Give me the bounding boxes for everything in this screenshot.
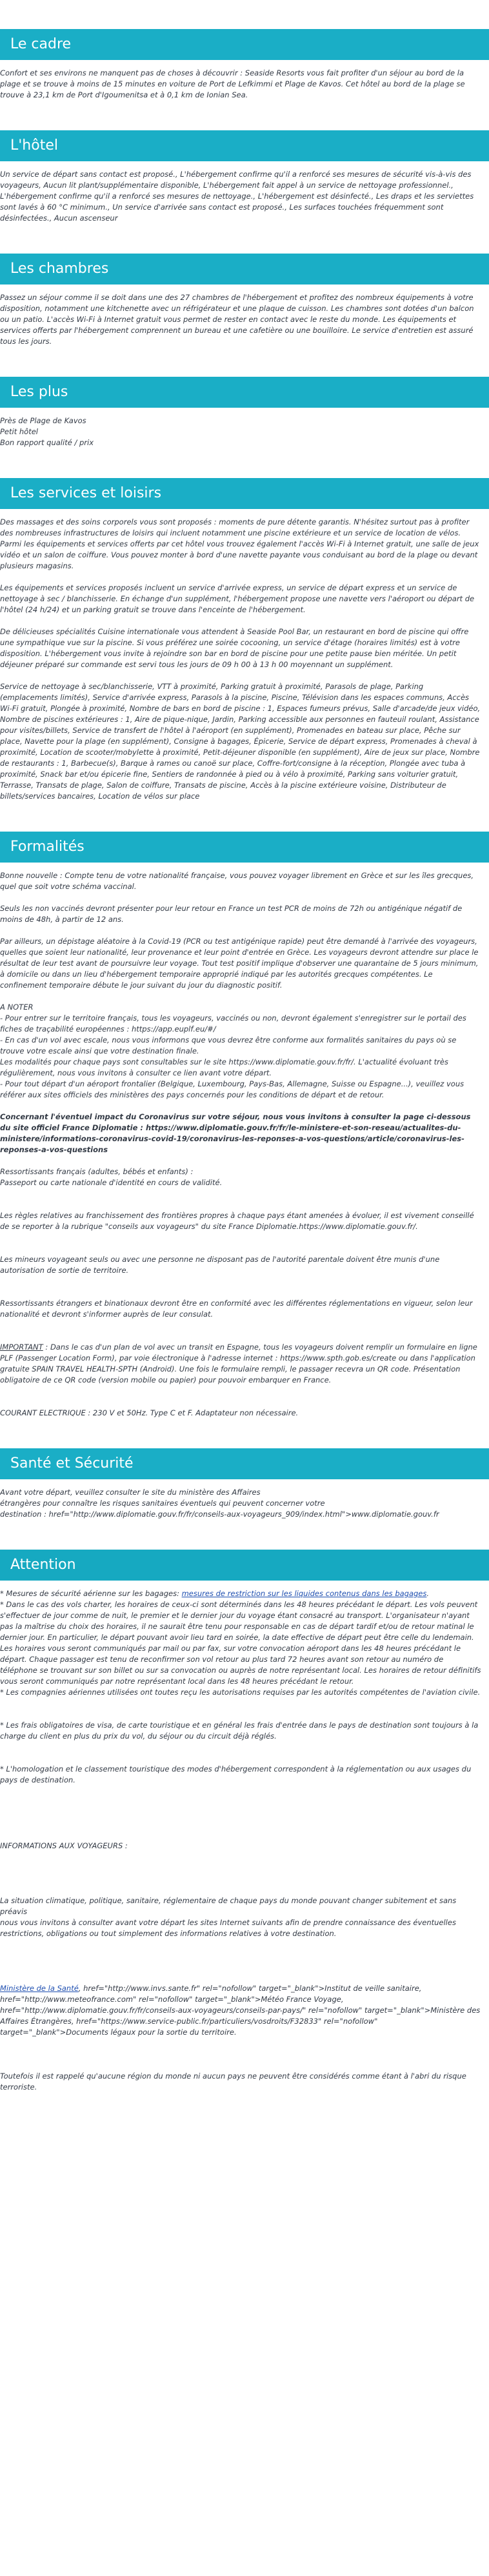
section-hotel [0, 130, 489, 224]
anoter-block [0, 1002, 481, 1101]
hotel-text: Un service de départ sans contact est proposé., L'hébergement confirme qu'il a renforcé ses mesures de sécurité vis-à-vis des voyageurs, Aucun lit plant/supplémentaire disponible, L'hébergement fait appel à un service de nettoyage professionnel., L'hébergement confirme qu'il a renforcé ses mesures de nettoyage., L'hébergement est désinfecté., Les draps et les serviettes sont lavés à 60 °C minimum., Un service d'arrivée sans contact est proposé., Les surfaces touchées fréquemment sont désinfectées., Aucun ascenseur [0, 170, 474, 223]
situation-text: La situation climatique, politique, sanitaire, réglementaire de chaque pays du monde pouvant changer subitement et sans préavis [0, 1896, 457, 1916]
sante-line: étrangères pour connaître les risques sanitaires éventuels qui peuvent concerner votre [0, 1499, 325, 1508]
section-body-hotel [0, 169, 489, 224]
ministere-rest: , href="http://www.invs.sante.fr" rel="nofollow" target="_blank">Institut de veille sanitaire, href="http://www.meteofrance.com" rel="nofollow" target="_blank">Météo France Voyage, href="http://www.diplomatie.gouv.fr/fr/conseils-aux-voyageurs/conseils-par-pays/" rel="nofollow" target="_blank">Ministère des Affaires Étrangères, href="https://www.service-public.fr/particuliers/vosdroits/F32833" rel="nofollow" target="_blank">Documents légaux pour la sortie du territoire. [0, 1984, 481, 2037]
section-title-attention: Attention [0, 1550, 489, 1581]
services-paragraph: Service de nettoyage à sec/blanchisserie, VTT à proximité, Parking gratuit à proximité, Parasols de plage, Parking (emplacements limités), Service d'arrivée express, Parasols à la piscine, Piscine, Télévision dans les espaces communs, Accès Wi-Fi gratuit, Plongée à proximité, Nombre de bars en bord de piscine : 1, Espaces fumeurs prévus, Salle d'arcade/de jeux vidéo, Nombre de piscines extérieures : 1, Aire de pique-nique, Jardin, Parking accessible aux personnes en fauteuil roulant, Assistance pour visites/billets, Service de transfert de l'hôtel à l'aéroport (en supplément), Promenades en bateau sur place, Pêche sur place, Navette pour la plage (en supplément), Consigne à bagages, Épicerie, Service de départ express, Promenades à cheval à proximité, Location de scooter/mobylette à proximité, Petit-déjeuner disponible (en supplément), Aire de jeux sur place, Nombre de restaurants : 1, Barbecue(s), Barque à rames ou canoë sur place, Coffre-fort/consigne à la réception, Plongée avec tuba à proximité, Snack bar et/ou épicerie fine, Sentiers de randonnée à pied ou à vélo à proximité, Parking sans voiturier gratuit, Terrasse, Transats de plage, Salon de coiffure, Transats de piscine, Accès à la piscine extérieure voisine, Distributeur de billets/services bancaires, Location de vélos sur place [0, 682, 481, 801]
important-text: : Dans le cas d'un plan de vol avec un transit en Espagne, tous les voyageurs doivent remplir un formulaire en ligne PLF (Passenger Location Form), par voie électronique à l'adresse internet : https://www.spth.gob.es/create ou dans l'application gratuite SPAIN TRAVEL HEALTH-SPTH (Android). Une fois le formulaire rempli, le passager recevra un QR code. Présentation obligatoire de ce QR code (version mobile ou papier) pour pouvoir embarquer en France. [0, 1343, 477, 1384]
section-body-sante [0, 1487, 489, 1520]
homologation-text: * L'homologation et le classement touristique des modes d'hébergement correspondent à la réglementation ou aux usages du pays de destination. [0, 1764, 472, 1784]
anoter-line: - En cas d'un vol avec escale, nous vous informons que vous devrez être conforme aux formalités sanitaires du pays où se trouve votre escale ainsi que votre destination finale. [0, 1035, 457, 1055]
section-title-sante: Santé et Sécurité [0, 1448, 489, 1479]
section-title-plus: Les plus [0, 377, 489, 408]
invitons-text: nous vous invitons à consulter avant votre départ les sites Internet suivants afin de prendre connaissance des éventuelles restrictions, obligations ou tout simplement des informations relatives à votre destination. [0, 1918, 456, 1938]
ressortissants-block [0, 1166, 481, 1188]
section-body-plus [0, 415, 489, 448]
etrangers-text: Ressortissants étrangers et binationaux devront être en conformité avec les différentes réglementations en vigueur, selon leur nationalité et devront s'informer auprès de leur consulat. [0, 1299, 473, 1319]
section-services [0, 478, 489, 802]
sante-line: destination : href="http://www.diplomatie.gouv.fr/fr/conseils-aux-voyageurs_909/index.html">www.diplomatie.gouv.fr [0, 1510, 439, 1519]
plus-item: Petit hôtel [0, 427, 38, 436]
important-notice [0, 1342, 481, 1386]
bagages-prefix: * Mesures de sécurité aérienne sur les bagages: [0, 1589, 182, 1598]
anoter-line: - Pour entrer sur le territoire français, tous les voyageurs, vaccinés ou non, devront également s'enregistrer sur le portail des fiches de traçabilité européennes : https://app.euplf.eu/#/ [0, 1013, 466, 1033]
mineurs-text: Les mineurs voyageant seuls ou avec une personne ne disposant pas de l'autorité parentale doivent être munis d'une autorisation de sortie de territoire. [0, 1255, 440, 1275]
plus-item: Bon rapport qualité / prix [0, 438, 94, 447]
section-title-services: Les services et loisirs [0, 478, 489, 509]
section-cadre [0, 29, 489, 101]
anoter-line: Les modalités pour chaque pays sont consultables sur le site https://www.diplomatie.gouv.fr/fr/. L'actualité évoluant très régulièrement, nous vous invitons à consulter ce lien avant votre départ. [0, 1057, 448, 1077]
ministere-sante-link[interactable]: Ministère de la Santé [0, 1984, 79, 1993]
chambres-text: Passez un séjour comme il se doit dans une des 27 chambres de l'hébergement et profitez des nombreux équipements à votre disposition, notamment une kitchenette avec un réfrigérateur et une plaque de cuisson. Les chambres sont dotées d'un balcon ou un patio. L'accès Wi-Fi à Internet gratuit vous permet de rester en contact avec le reste du monde. Les équipements et services offerts par l'hébergement comprennent un bureau et une cafetière ou une bouilloire. Le service d'entretien est assuré tous les jours. [0, 293, 474, 346]
formalites-p1: Bonne nouvelle : Compte tenu de votre nationalité française, vous pouvez voyager librement en Grèce et sur les îles grecques, quel que soit votre schéma vaccinal. [0, 871, 474, 891]
services-paragraph: Des massages et des soins corporels vous sont proposés : moments de pure détente garantis. N'hésitez surtout pas à profiter des nombreuses infrastructures de loisirs qui incluent notamment une piscine extérieure et un service de location de vélos. Parmi les équipements et services offerts par cet hôtel vous trouvez également l'accès Wi-Fi à Internet gratuit, une salle de jeux vidéo et un salon de coiffure. Vous pouvez monter à bord d'une navette payante vous conduisant au bord de la plage ou devant plusieurs magasins. [0, 517, 479, 570]
section-attention [0, 1550, 489, 2093]
services-paragraph: Les équipements et services proposés incluent un service d'arrivée express, un service de départ express et un service de nettoyage à sec / blanchisserie. En échange d'un supplément, l'hébergement propose une navette vers l'aéroport ou départ de l'hôtel (24 h/24) et un parking gratuit se trouve dans l'enceinte de l'hébergement. [0, 583, 475, 614]
services-paragraph: De délicieuses spécialités Cuisine internationale vous attendent à Seaside Pool Bar, un restaurant en bord de piscine qui offre une sympathique vue sur la piscine. Si vous préférez une soirée cocooning, un service d'étage (horaires limités) est à votre disposition. L'hébergement vous invite à rejoindre son bar en bord de piscine pour une petite pause bien méritée. Un petit déjeuner préparé sur commande est servi tous les jours de 09 h 00 à 13 h 00 moyennant un supplément. [0, 627, 469, 669]
section-body-chambres [0, 292, 489, 347]
important-label: IMPORTANT [0, 1343, 43, 1352]
section-chambres [0, 254, 489, 347]
section-body-services [0, 517, 489, 802]
regles-text: Les règles relatives au franchissement des frontières propres à chaque pays étant amenées à évoluer, il est vivement conseillé de se reporter à la rubrique "conseils aux voyageurs" du site France Diplomatie.https://www.diplomatie.gouv.fr/. [0, 1211, 474, 1231]
section-plus [0, 377, 489, 448]
section-title-formalites: Formalités [0, 832, 489, 863]
anoter-line: A NOTER [0, 1003, 34, 1012]
section-title-chambres: Les chambres [0, 254, 489, 285]
section-body-cadre [0, 68, 489, 101]
infos-heading: INFORMATIONS AUX VOYAGEURS : [0, 1841, 128, 1850]
section-body-formalites [0, 870, 489, 1419]
cadre-text: Confort et ses environs ne manquent pas de choses à découvrir : Seaside Resorts vous fait profiter d'un séjour au bord de la plage et se trouve à moins de 15 minutes en voiture de Port de Lefkimmi et Plage de Kavos. Cet hôtel au bord de la plage se trouve à 23,1 km de Port d'Igoumenitsa et à 0,1 km de Ionian Sea. [0, 68, 465, 99]
ministere-links [0, 1983, 481, 2038]
coronavirus-notice-text: Concernant l'éventuel impact du Coronavirus sur votre séjour, nous vous invitons à consulter la page ci-dessous du site officiel France Diplomatie : https://www.diplomatie.gouv.fr/fr/le-ministere-et-son-reseau/actualites-du-ministere/informations-coronavirus-covid-19/coronavirus-les-reponses-a-vos-questions/article/coronavirus-les-reponses-a-vos-questions [0, 1112, 471, 1154]
horaires-text: * Dans le cas des vols charter, les horaires de ceux-ci sont déterminés dans les 48 heures précédant le départ. Les vols peuvent s'effectuer de jour comme de nuit, le premier et le dernier jour du voyage étant consacré au transport. L'organisateur n'ayant pas la maîtrise du choix des horaires, il ne saurait être tenu pour responsable en cas de départ tardif et/ou de retour matinal le dernier jour. En particulier, le départ pouvant avoir lieu tard en soirée, la date effective de départ peut être celle du lendemain. Les horaires vous seront communiqués par mail ou par fax, sur votre convocation aéroport dans les 48 heures précédant le départ. Chaque passager est tenu de reconfirmer son vol retour au plus tard 72 heures avant son retour au numéro de téléphone se trouvant sur son billet ou sur sa convocation ou auprès de notre représentant local. Les horaires de retour définitifs vous seront communiqués par notre représentant local dans les 48 heures précédant le retour. [0, 1600, 481, 1686]
toutefois-text: Toutefois il est rappelé qu'aucune région du monde ni aucun pays ne peuvent être considérés comme étant à l'abri du risque terroriste. [0, 2072, 466, 2092]
courant-text: COURANT ELECTRIQUE : 230 V et 50Hz. Type C et F. Adaptateur non nécessaire. [0, 1408, 299, 1417]
liquides-restriction-link[interactable]: mesures de restriction sur les liquides contenus dans les bagages [181, 1589, 427, 1598]
section-sante [0, 1448, 489, 1520]
ressortissants-line: Ressortissants français (adultes, bébés et enfants) : [0, 1167, 194, 1176]
formalites-p3: Par ailleurs, un dépistage aléatoire à la Covid-19 (PCR ou test antigénique rapide) peut être demandé à l'arrivée des voyageurs, quelles que soient leur nationalité, leur provenance et leur point d'entrée en Grèce. Les voyageurs devront attendre sur place le résultat de leur test avant de poursuivre leur voyage. Tout test positif implique d'observer une quarantaine de 5 jours minimum, à domicile ou dans un lieu d'hébergement temporaire approprié indiqué par les autorités grecques compétentes. Le confinement temporaire débute le jour suivant du jour du diagnostic positif. [0, 937, 479, 990]
bagages-notice [0, 1588, 481, 1599]
bagages-suffix: . [426, 1589, 430, 1598]
formalites-p2: Seuls les non vaccinés devront présenter pour leur retour en France un test PCR de moins de 72h ou antigénique négatif de moins de 48h, à partir de 12 ans. [0, 904, 463, 924]
plus-item: Près de Plage de Kavos [0, 416, 86, 425]
section-title-hotel: L'hôtel [0, 130, 489, 161]
frais-text: * Les frais obligatoires de visa, de carte touristique et en général les frais d'entrée dans le pays de destination sont toujours à la charge du client en plus du prix du vol, du séjour ou du circuit déjà réglés. [0, 1721, 479, 1741]
anoter-line: - Pour tout départ d'un aéroport frontalier (Belgique, Luxembourg, Pays-Bas, Allemagne, Suisse ou Espagne...), veuillez vous référer aux sites officiels des ministères des pays concernés pour les conditions de départ et de retour. [0, 1079, 464, 1099]
sante-line: Avant votre départ, veuillez consulter le site du ministère des Affaires [0, 1488, 261, 1497]
coronavirus-notice [0, 1112, 481, 1155]
section-formalites [0, 832, 489, 1419]
section-body-attention [0, 1588, 489, 2093]
section-title-cadre: Le cadre [0, 29, 489, 60]
compagnies-text: * Les compagnies aériennes utilisées ont toutes reçu les autorisations requises par les autorités compétentes de l'aviation civile. [0, 1688, 481, 1697]
ressortissants-line: Passeport ou carte nationale d'identité en cours de validité. [0, 1178, 223, 1187]
